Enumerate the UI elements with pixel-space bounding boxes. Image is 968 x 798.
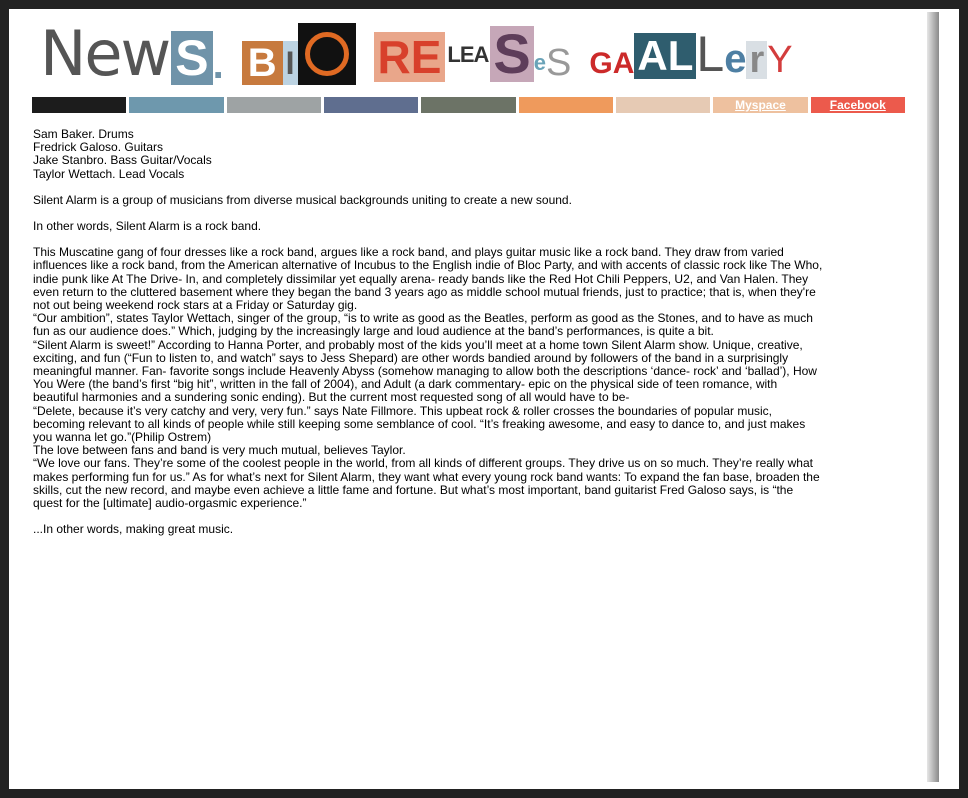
- gallery-r-tile: r: [746, 41, 767, 79]
- member-line: Sam Baker. Drums: [33, 127, 134, 141]
- intro-paragraph: Silent Alarm is a group of musicians from diverse musical backgrounds uniting to create a new sound.: [33, 192, 572, 207]
- bio-o-tile: [298, 23, 356, 85]
- news-s-tile: S: [171, 31, 212, 85]
- gallery-al-tile: AL: [634, 33, 696, 79]
- nav-seg-2[interactable]: [129, 97, 223, 113]
- nav-seg-7[interactable]: [616, 97, 710, 113]
- body-paragraph: “Silent Alarm is sweet!” According to Hanna Porter, and probably most of the kids you’ll meet at a home town Silent Alarm show. Unique, creative, exciting, and fun (“Fun to listen to, and watch” says to Jess Shepard) are other words bandied around by followers of the band in a surprisingly meaningful manner. Fan- favorite songs include Heavenly Abyss (somehow managing to allow both the descriptions ‘dance- rock’ and ‘ballad’), How You Were (the band’s first “big hit”, written in the fall of 2004), and Adult (a dark commentary- epic on the physical side of teen romance, with beautiful harmonies and a sundering sonic ending). But the current most requested song of all would have to be-: [33, 337, 817, 405]
- bio-o-ring: [305, 32, 349, 76]
- gallery-ga: GA: [589, 47, 635, 80]
- nav-seg-6[interactable]: [519, 97, 613, 113]
- in-other-words: In other words, Silent Alarm is a rock band.: [33, 219, 262, 234]
- body-paragraph: “Our ambition”, states Taylor Wettach, singer of the group, “is to write as good as the Beatles, perform as good as the Stones, and to have as much fun as our audience does.” Which, judging by the increasingly large and loud audience at the band’s performances, is quite a bit.: [33, 311, 813, 339]
- facebook-link[interactable]: Facebook: [811, 97, 905, 113]
- body-paragraph: “We love our fans. They’re some of the coolest people in the world, from all kinds of different groups. They drive us on so much. They’re really what makes performing fun for us.” As for what’s next for Silent Alarm, they want what every young rock band wants: To expand the fan base, broaden the skills, cut the new record, and maybe even achieve a little fame and fortune. But what’s most important, band guitarist Fred Galoso says, is “the quest for the [ultimate] audio-orgasmic experience.”: [33, 456, 820, 511]
- gallery-e: e: [724, 37, 747, 81]
- releases-e: e: [533, 50, 547, 75]
- releases-re-tile: RE: [374, 32, 446, 82]
- myspace-link[interactable]: Myspace: [713, 97, 807, 113]
- body-paragraph: This Muscatine gang of four dresses like a rock band, argues like a rock band, and plays guitar music like a rock band. They draw from varied influences like a rock band, from the American alternative of Incubus to the English indie of Bloc Party, and with accents of classic rock like The Who, indie punk like At The Drive- In, and completely dissimilar yet equally arena- ready bands like the Red Hot Chili Peppers, U2, and Van Halen. They even return to the cluttered basement where they began the band 3 years ago as middle school mutual friends, just to practice; that is, when they're not out being weekend rock stars at a Friday or Saturday gig.: [33, 245, 823, 313]
- bio-i-tile: I: [283, 41, 298, 85]
- gallery-y: Y: [767, 39, 793, 81]
- member-line: Taylor Wettach. Lead Vocals: [33, 166, 185, 181]
- member-line: Jake Stanbro. Bass Guitar/Vocals: [33, 153, 212, 168]
- nav-seg-1[interactable]: [32, 97, 126, 113]
- nav-bio[interactable]: [242, 23, 356, 85]
- releases-s2: S: [546, 42, 572, 84]
- bio-content: [33, 128, 823, 536]
- releases-lea: LEA: [447, 42, 489, 67]
- nav-news[interactable]: [40, 17, 224, 90]
- nav-gallery[interactable]: [589, 26, 793, 82]
- gallery-l: L: [696, 26, 725, 82]
- releases-s-tile: S: [490, 26, 533, 82]
- bio-b-tile: B: [242, 41, 283, 85]
- color-nav-bar: [32, 97, 905, 113]
- closing-line: ...In other words, making great music.: [33, 522, 234, 537]
- body-paragraph: The love between fans and band is very much mutual, believes Taylor.: [33, 443, 406, 458]
- nav-releases[interactable]: [374, 22, 572, 85]
- news-letters: New: [40, 17, 170, 90]
- member-line: Fredrick Galoso. Guitars: [33, 140, 164, 155]
- nav-seg-4[interactable]: [324, 97, 418, 113]
- nav-seg-5[interactable]: [421, 97, 515, 113]
- header-logo-nav: [40, 14, 850, 94]
- right-shadow-bar: [927, 12, 939, 782]
- body-paragraph: “Delete, because it’s very catchy and very, very fun.” says Nate Fillmore. This upbeat rock & roller crosses the boundaries of popular music, becoming relevant to all kinds of people while still keeping some semblance of cool. “It’s freaking awesome, and easy to dance to, and just makes you wanna let go.”(Philip Ostrem): [33, 403, 806, 445]
- news-dot: .: [212, 43, 224, 87]
- nav-seg-3[interactable]: [227, 97, 321, 113]
